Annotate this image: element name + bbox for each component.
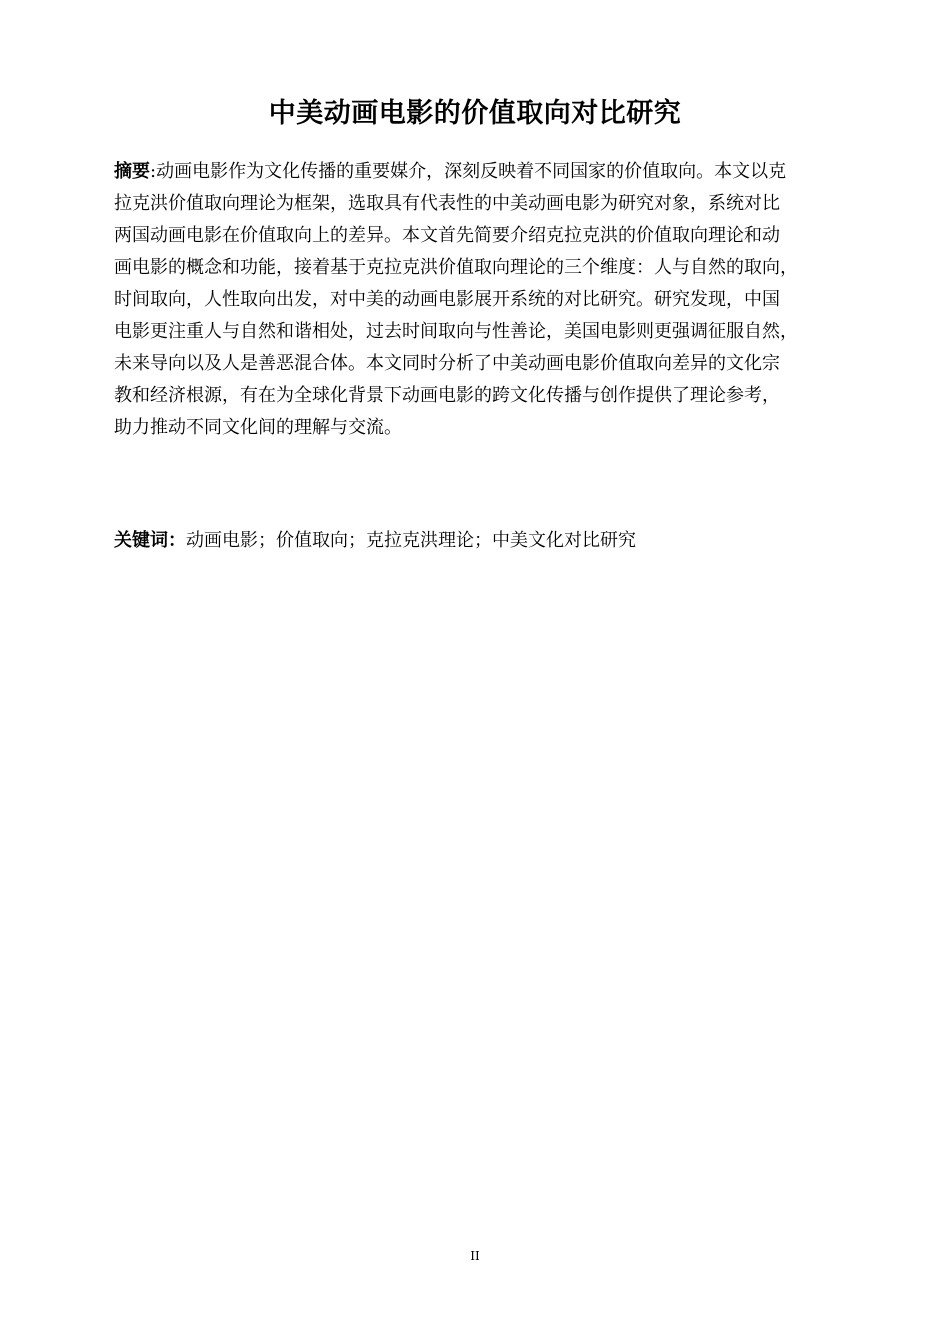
abstract-line-4: 画电影的概念和功能，接着基于克拉克洪价值取向理论的三个维度：人与自然的取向， (114, 257, 798, 278)
abstract-line-1 (114, 156, 854, 188)
abstract-label: 摘要 (114, 161, 150, 182)
keywords-section (114, 525, 854, 557)
keywords-text: 动画电影；价值取向；克拉克洪理论；中美文化对比研究 (186, 530, 636, 551)
keywords-label: 关键词： (114, 530, 186, 551)
abstract-line-3: 两国动画电影在价值取向上的差异。本文首先简要介绍克拉克洪的价值取向理论和动 (114, 225, 780, 246)
abstract-text: 动画电影作为文化传播的重要媒介，深刻反映着不同国家的价值取向。本文以克 (156, 161, 787, 182)
abstract-separator: : (150, 161, 157, 182)
abstract-line-8: 教和经济根源，有在为全球化背景下动画电影的跨文化传播与创作提供了理论参考， (114, 385, 780, 406)
document-title: 中美动画电影的价值取向对比研究 (268, 98, 682, 129)
abstract-line-6: 电影更注重人与自然和谐相处，过去时间取向与性善论，美国电影则更强调征服自然， (114, 321, 798, 342)
abstract-line-7: 未来导向以及人是善恶混合体。本文同时分析了中美动画电影价值取向差异的文化宗 (114, 353, 780, 374)
abstract-line-2: 拉克洪价值取向理论为框架，选取具有代表性的中美动画电影为研究对象，系统对比 (114, 193, 780, 214)
page-number: II (470, 1249, 480, 1263)
abstract-line-5: 时间取向，人性取向出发，对中美的动画电影展开系统的对比研究。研究发现，中国 (114, 289, 780, 310)
abstract-section (114, 156, 854, 444)
abstract-line-9: 助力推动不同文化间的理解与交流。 (114, 417, 402, 438)
